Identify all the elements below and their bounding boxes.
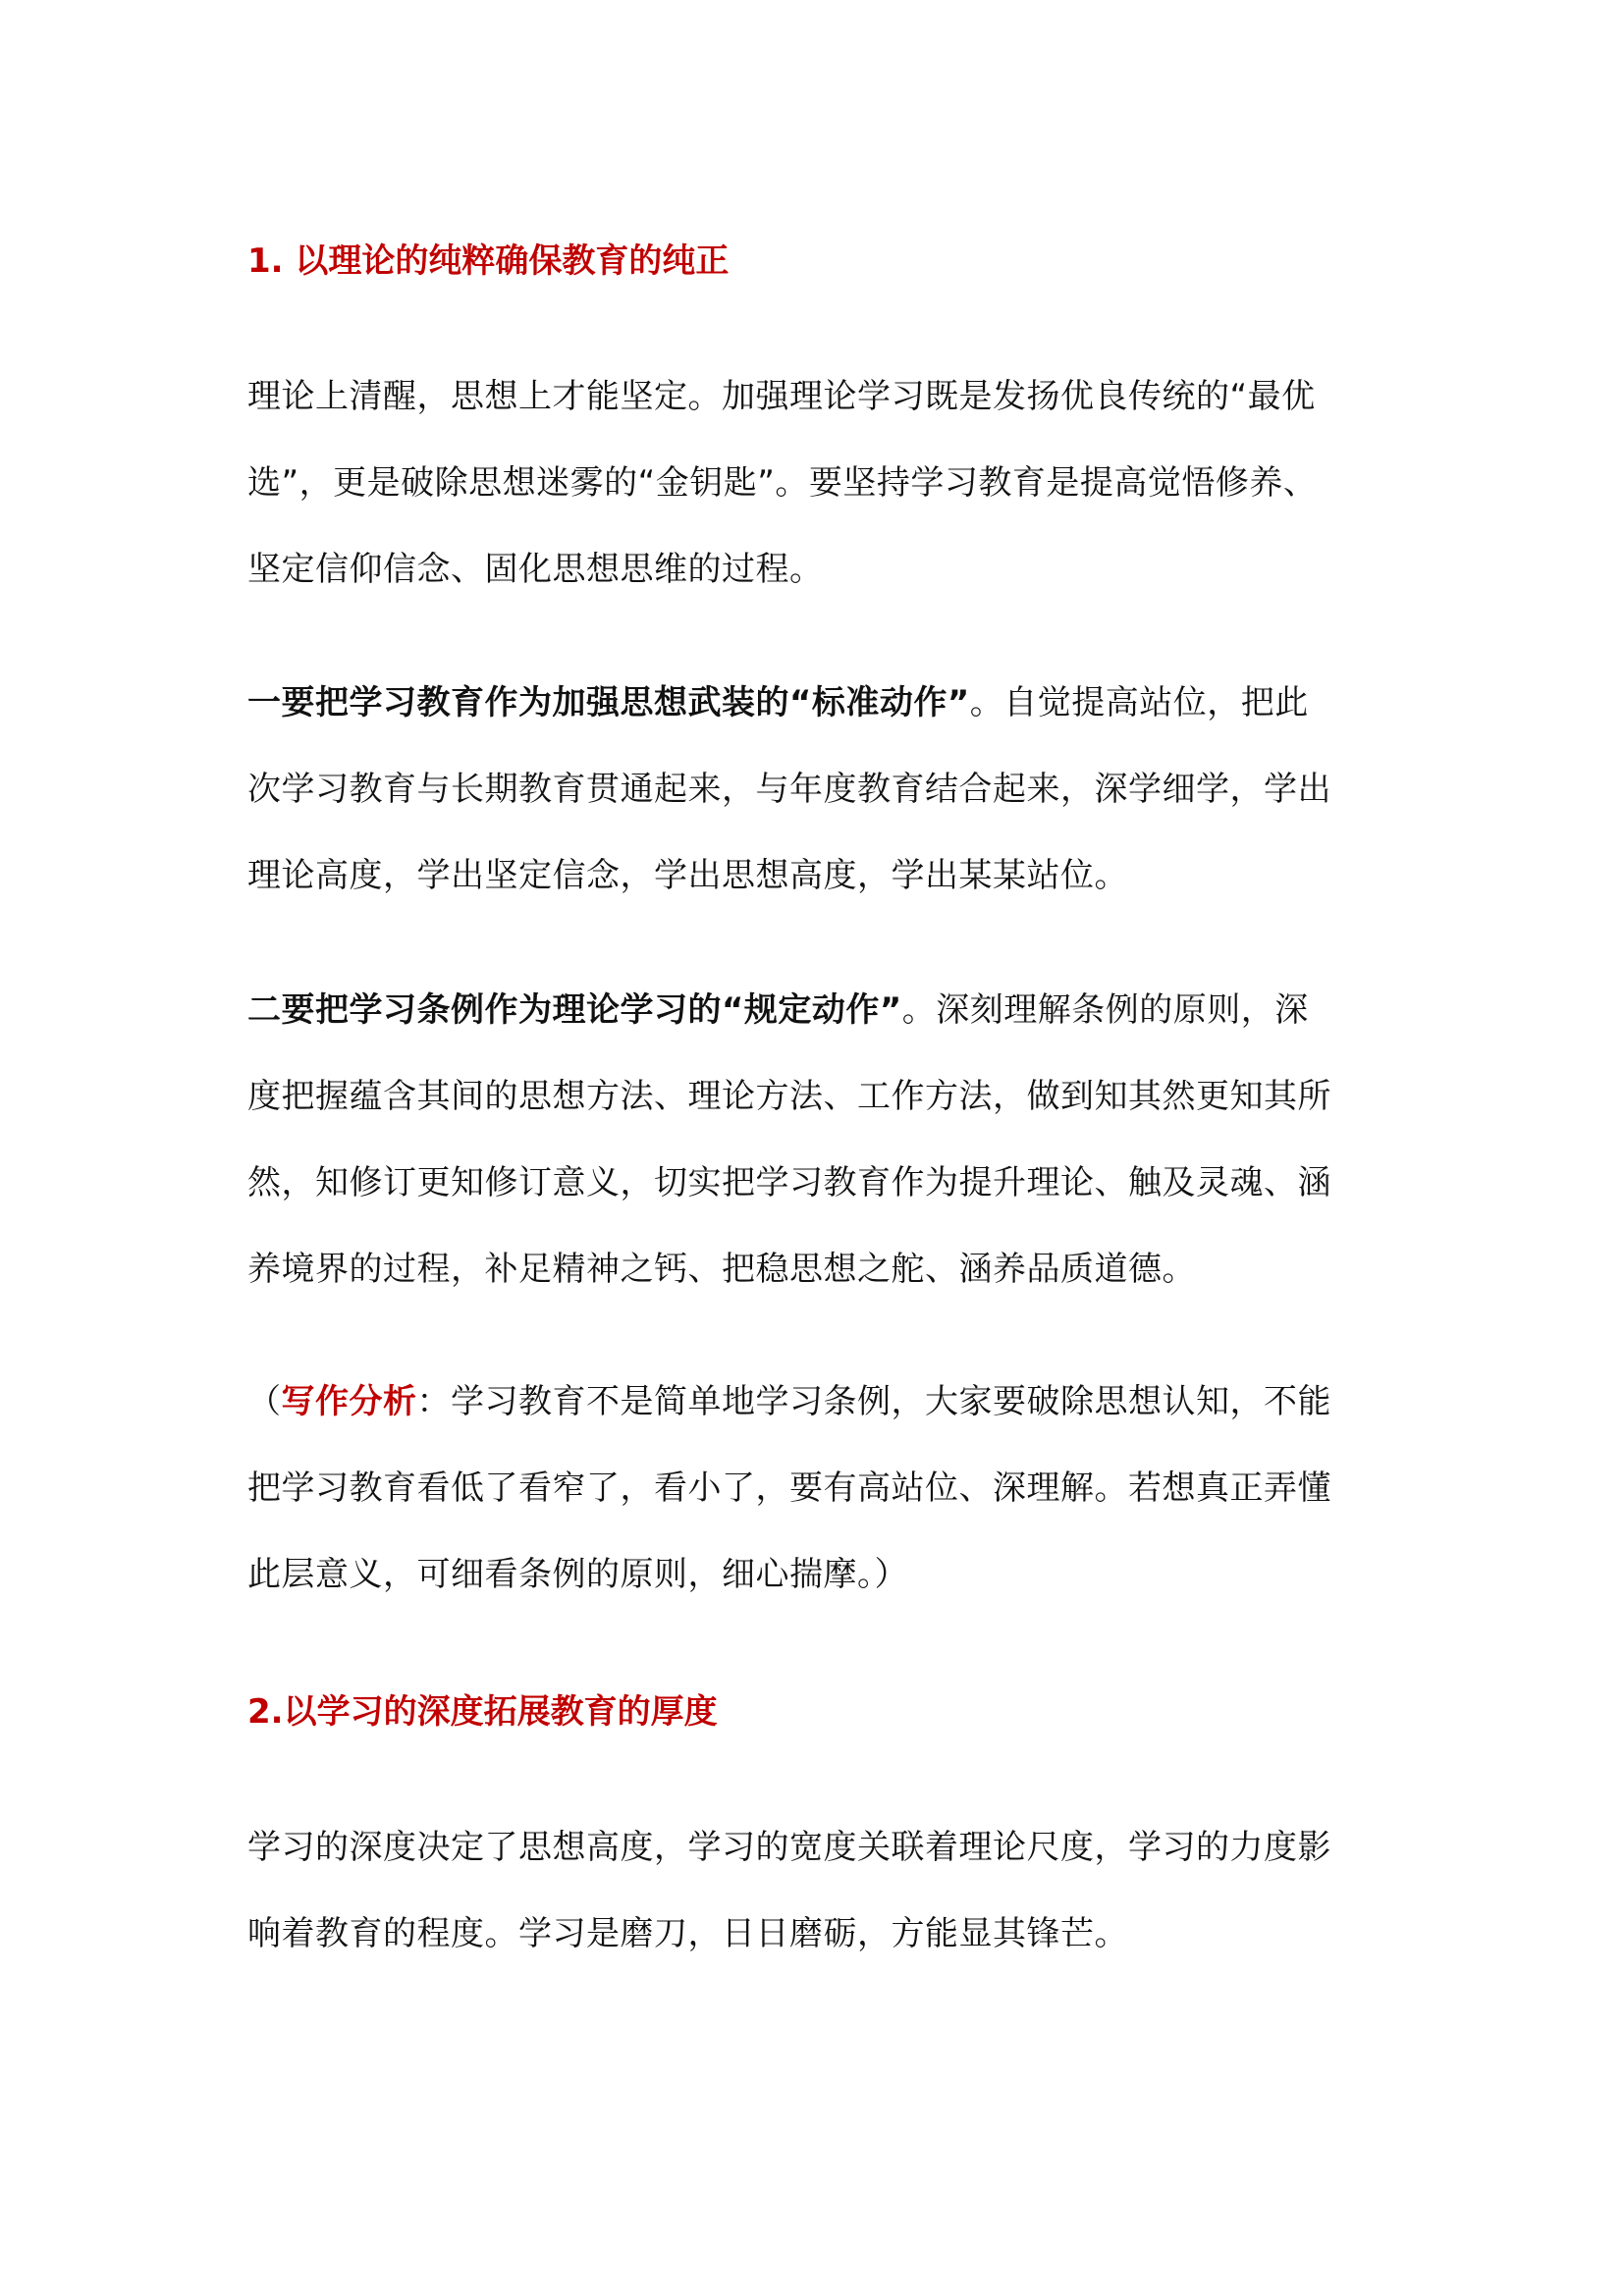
analysis-rest: ：学习教育不是简单地学习条例，大家要破除思想认知，不能 — [416, 1382, 1331, 1421]
text-line: 然，知修订更知修订意义，切实把学习教育作为提升理论、触及灵魂、涵 — [247, 1163, 1331, 1202]
point-2-paragraph — [247, 967, 1406, 1312]
text-line: 坚定信仰信念、固化思想思维的过程。 — [247, 550, 824, 589]
text-line — [247, 660, 1406, 746]
point-2-lead: 二要把学习条例作为理论学习的“规定动作” — [247, 990, 902, 1030]
text-line: 理论上清醒，思想上才能坚定。加强理论学习既是发扬优良传统的“最优 — [247, 377, 1316, 416]
section-2-intro — [247, 1804, 1406, 1977]
point-1-lead: 一要把学习教育作为加强思想武装的“标准动作” — [247, 683, 970, 722]
text-line: 理论高度，学出坚定信念，学出思想高度，学出某某站位。 — [247, 856, 1128, 895]
section-1-heading: 1. 以理论的纯粹确保教育的纯正 — [247, 241, 730, 281]
text-line: 养境界的过程，补足精神之钙、把稳思想之舵、涵养品质道德。 — [247, 1250, 1196, 1289]
text-line: 此层意义，可细看条例的原则，细心揣摩。） — [247, 1555, 908, 1594]
text-line — [247, 967, 1406, 1053]
point-1-paragraph — [247, 660, 1406, 919]
section-2-heading: 2.以学习的深度拓展教育的厚度 — [247, 1692, 718, 1732]
text-line — [247, 1359, 1406, 1445]
text-line: 选”，更是破除思想迷雾的“金钥匙”。要坚持学习教育是提高觉悟修养、 — [247, 463, 1318, 503]
text-line: 次学习教育与长期教育贯通起来，与年度教育结合起来，深学细学，学出 — [247, 770, 1331, 809]
analysis-open-paren: （ — [247, 1382, 282, 1421]
analysis-label: 写作分析 — [281, 1382, 417, 1421]
text-line: 把学习教育看低了看窄了，看小了，要有高站位、深理解。若想真正弄懂 — [247, 1468, 1331, 1508]
text-line: 学习的深度决定了思想高度，学习的宽度关联着理论尺度，学习的力度影 — [247, 1828, 1331, 1867]
writing-analysis-paragraph — [247, 1359, 1406, 1618]
point-2-rest: 。深刻理解条例的原则，深 — [901, 990, 1309, 1030]
text-line: 度把握蕴含其间的思想方法、理论方法、工作方法，做到知其然更知其所 — [247, 1077, 1331, 1116]
text-line: 响着教育的程度。学习是磨刀，日日磨砺，方能显其锋芒。 — [247, 1914, 1128, 1953]
point-1-rest: 。自觉提高站位，把此 — [969, 683, 1309, 722]
section-1-intro — [247, 353, 1406, 613]
